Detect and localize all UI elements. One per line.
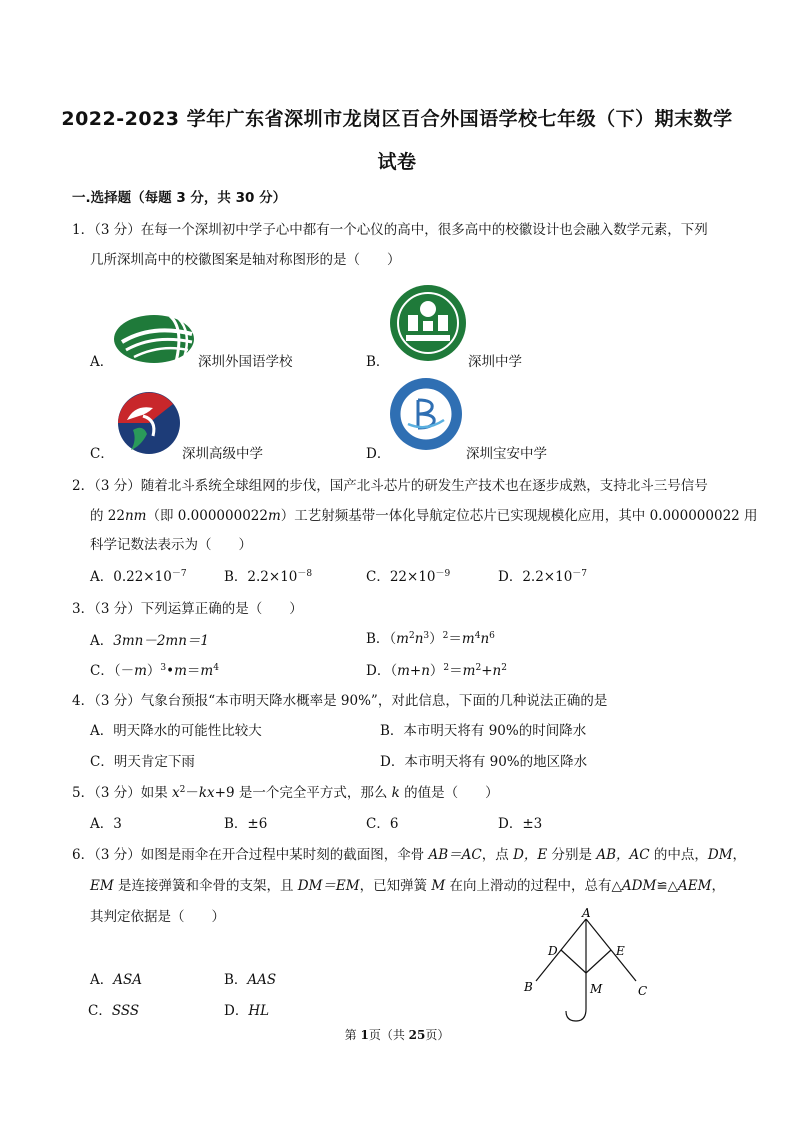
q3-option-a: A．3mn－2mn＝1 (90, 633, 210, 649)
figure-label-e: E (616, 944, 625, 958)
q5-option-d: D．±3 (498, 816, 543, 832)
shenzhen-senior-high-logo-icon (113, 390, 183, 456)
baoan-middle-school-logo-icon (388, 376, 464, 452)
q3-option-c: C．$(-m)^3•m=m^4$ (90, 663, 219, 679)
q1-option-d-caption: 深圳宝安中学 (466, 446, 547, 462)
q1-option-a-letter: A． (90, 354, 114, 370)
q6-stem-line1: 6．（3 分）如图是雨伞在开合过程中某时刻的截面图，伞骨 AB＝AC，点 D，E 分别是 AB，AC 的中点，DM， (72, 847, 747, 863)
sfls-logo-icon (112, 312, 198, 366)
q1-option-d-letter: D． (366, 446, 391, 462)
figure-label-c: C (638, 984, 648, 998)
q6-option-a: A．ASA (90, 972, 142, 988)
q6-option-b: B．AAS (224, 972, 277, 988)
q2-stem-line1: 2．（3 分）随着北斗系统全球组网的步伐，国产北斗芯片的研发生产技术也在逐步成熟，支持北斗三号信号 (72, 478, 708, 494)
q6-option-c: C．SSS (88, 1003, 140, 1019)
q2-option-d: D．$2.2\times 10^{-7}$ (498, 569, 588, 585)
q2-stem-line3: 科学记数法表示为（ ） (90, 537, 252, 553)
q1-option-c-caption: 深圳高级中学 (182, 446, 263, 462)
shenzhen-middle-school-logo-icon (388, 283, 468, 363)
q5-option-a: A．3 (90, 816, 122, 832)
q6-stem-line2: EM 是连接弹簧和伞骨的支架，且 DM＝EM，已知弹簧 M 在向上滑动的过程中，总有△ADM≌△AEM， (90, 878, 725, 894)
q5-option-c: C．6 (366, 816, 399, 832)
q5-option-b: B．±6 (224, 816, 268, 832)
figure-label-b: B (524, 980, 533, 994)
q4-option-a: A．明天降水的可能性比较大 (90, 723, 262, 739)
q6-option-d: D．HL (224, 1003, 270, 1019)
section-heading: 一.选择题（每题 3 分，共 30 分） (72, 190, 287, 206)
q6-stem-line3: 其判定依据是（ ） (90, 909, 225, 925)
q3-stem: 3．（3 分）下列运算正确的是（ ） (72, 601, 303, 617)
q2-option-c: C．$22\times 10^{-9}$ (366, 569, 451, 585)
q1-option-a-caption: 深圳外国语学校 (198, 354, 293, 370)
q1-option-b-caption: 深圳中学 (468, 354, 522, 370)
q1-option-b-letter: B． (366, 354, 390, 370)
q1-option-c-letter: C． (90, 446, 114, 462)
figure-label-d: D (548, 944, 558, 958)
q5-stem: 5．（3 分）如果 $x^2-kx+9$ 是一个完全平方式，那么 k 的值是（ ） (72, 785, 499, 801)
q3-option-b: B．$(m^2n^3)^2=m^4n^6$ (366, 631, 495, 647)
q3-option-d: D．$(m+n)^2=m^2+n^2$ (366, 663, 507, 679)
figure-label-m: M (590, 982, 603, 996)
page-footer: 第 1页（共 25页） (344, 1028, 450, 1042)
exam-title-line1: 2022-2023 学年广东省深圳市龙岗区百合外国语学校七年级（下）期末数学 (61, 108, 733, 130)
q4-stem: 4．（3 分）气象台预报“本市明天降水概率是 90%”，对此信息，下面的几种说法正确的是 (72, 693, 608, 709)
figure-label-a: A (582, 906, 591, 920)
q2-option-b: B．$2.2\times 10^{-8}$ (224, 569, 313, 585)
q4-option-b: B．本市明天将有 90%的时间降水 (380, 723, 587, 739)
q4-option-d: D．本市明天将有 90%的地区降水 (380, 754, 588, 770)
q2-option-a: A．$0.22\times 10^{-7}$ (90, 569, 187, 585)
umbrella-cross-section-figure (512, 905, 662, 1030)
q1-stem-line2: 几所深圳高中的校徽图案是轴对称图形的是（ ） (90, 252, 401, 268)
q2-stem-line2: 的 22nm（即 0.000000022m）工艺射频基带一体化导航定位芯片已实现规模化应用，其中 0.000000022 用 (90, 508, 758, 524)
q1-stem-line1: 1．（3 分）在每一个深圳初中学子心中都有一个心仪的高中，很多高中的校徽设计也会融入数学元素，下列 (72, 222, 708, 238)
q4-option-c: C．明天肯定下雨 (90, 754, 195, 770)
exam-title-line2: 试卷 (377, 151, 417, 173)
